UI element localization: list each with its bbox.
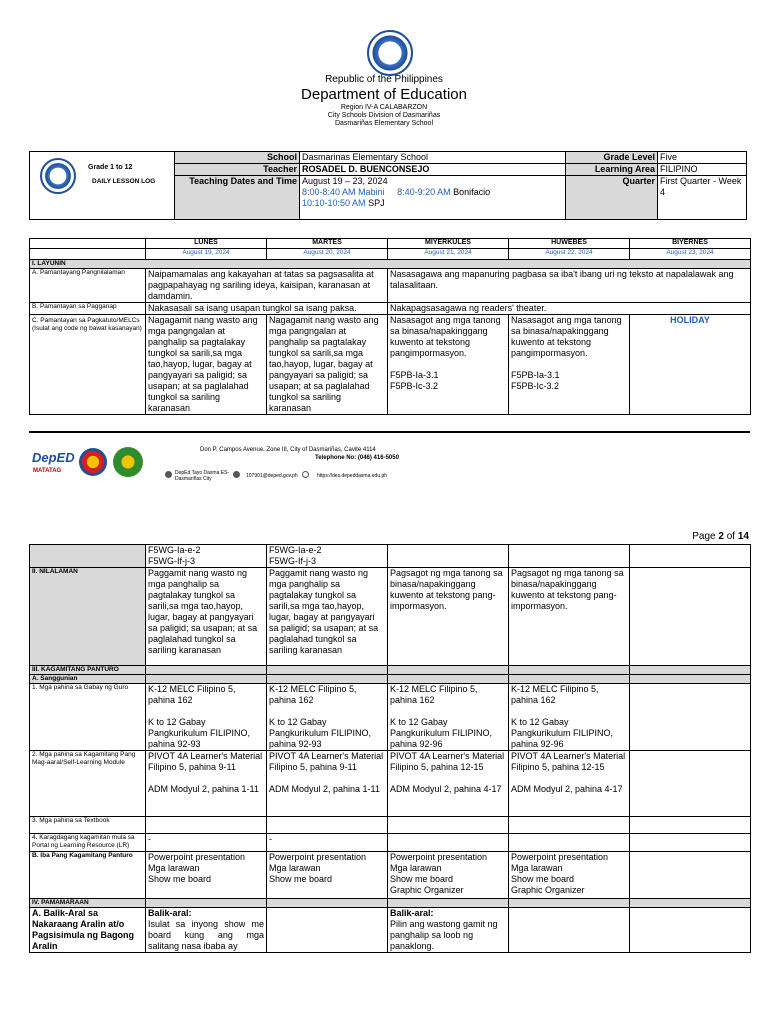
r2-wed: PIVOT 4A Learner's Material Filipino 5, pahina 12-15 ADM Modyul 2, pahina 4-17	[388, 751, 509, 817]
nil-tue: Paggamit nang wasto ng mga panghalip sa pagtalakay tungkol sa sarili,sa mga tao,hayop, lugar, bagay at pangyayari sa paligid; sa usapan; at sa paglalahad tungkol sa sariling karanasan	[267, 568, 388, 666]
corner-cell	[30, 239, 146, 249]
time-2: 8:40-9:20 AM	[397, 187, 451, 197]
codes-label-cell	[30, 545, 146, 568]
r1-fri	[630, 684, 751, 751]
page-of: of	[726, 531, 736, 542]
learning-area-label: Learning Area	[566, 164, 658, 176]
row-b-right: Nakapagsasagawa ng readers' theater.	[388, 303, 751, 315]
footer-website[interactable]: https://des.depeddasma.edu.ph	[317, 473, 388, 479]
section-2: Bonifacio	[453, 187, 491, 197]
ba-thu	[509, 908, 630, 953]
date-tue: August 20, 2024	[267, 249, 388, 260]
lesson-table-page1	[29, 238, 751, 415]
row-b-left: Nakasasali sa isang usapan tungkol sa isang paksa.	[146, 303, 388, 315]
date-thu: August 22, 2024	[509, 249, 630, 260]
school-value: Dasmarinas Elementary School	[300, 152, 566, 164]
r1-mon: K-12 MELC Filipino 5, pahina 162 K to 12 Gabay Pangkurikulum FILIPINO, pahina 92-93	[146, 684, 267, 751]
pamamaraan-label: IV. PAMAMARAAN	[30, 899, 146, 908]
row-c-thu	[509, 315, 630, 415]
c-thu-text: Nasasagot ang mga tanong sa binasa/napakinggang kuwento at tekstong pangimpormasyon.	[511, 315, 622, 358]
time-3: 10:10-10:50 AM	[302, 198, 366, 208]
r2-fri	[630, 751, 751, 817]
facebook-icon	[165, 471, 172, 478]
day-fri: BIYERNES	[630, 239, 751, 249]
codes-wed	[388, 545, 509, 568]
c-thu-codes: F5PB-Ia-3.1 F5PB-Ic-3.2	[511, 370, 560, 391]
row-b-label: B. Pamantayan sa Pagganap	[30, 303, 146, 315]
day-tue: MARTES	[267, 239, 388, 249]
r2-tue: PIVOT 4A Learner's Material Filipino 5, pahina 9-11 ADM Modyul 2, pahina 1-11	[267, 751, 388, 817]
time-1: 8:00-8:40 AM	[302, 187, 356, 197]
rb-tue: Powerpoint presentation Mga larawan Show me board	[267, 852, 388, 899]
schedule-line-2	[302, 198, 563, 209]
sanggunian-label: A. Sanggunian	[30, 675, 146, 684]
rb-thu: Powerpoint presentation Mga larawan Show me board Graphic Organizer	[509, 852, 630, 899]
rb-label: B. Iba Pang Kagamitang Panturo	[30, 852, 146, 899]
day-mon: LUNES	[146, 239, 267, 249]
footer-email[interactable]: 107901@deped.gov.ph	[246, 473, 298, 479]
row-a-label: A. Pamantayang Pangnilalaman	[30, 269, 146, 303]
nilalaman-label: II. NILALAMAN	[30, 568, 146, 666]
teacher-label: Teacher	[175, 164, 300, 176]
codes-tue: F5WG-Ia-e-2 F5WG-If-j-3	[267, 545, 388, 568]
dates-cell	[300, 176, 566, 220]
r1-wed: K-12 MELC Filipino 5, pahina 162 K to 12 Gabay Pangkurikulum FILIPINO, pahina 92-96	[388, 684, 509, 751]
school-logo-icon	[113, 447, 143, 477]
info-logo-cell	[30, 152, 175, 220]
footer-address: Don P. Campos Avenue, Zone III, City of Dasmariñas, Cavite 4114	[200, 447, 376, 453]
rb-wed: Powerpoint presentation Mga larawan Show me board Graphic Organizer	[388, 852, 509, 899]
codes-fri	[630, 545, 751, 568]
lesson-table-page2	[29, 544, 751, 953]
department-title: Department of Education	[301, 86, 467, 103]
footer-divider	[29, 431, 750, 433]
globe-icon	[302, 471, 309, 478]
deped-seal-icon	[367, 30, 413, 76]
r1-thu: K-12 MELC Filipino 5, pahina 162 K to 12 Gabay Pangkurikulum FILIPINO, pahina 92-96	[509, 684, 630, 751]
r2-thu: PIVOT 4A Learner's Material Filipino 5, pahina 12-15 ADM Modyul 2, pahina 4-17	[509, 751, 630, 817]
grade-range: Grade 1 to 12	[88, 164, 133, 171]
bagong-pilipinas-logo-icon	[79, 448, 107, 476]
r4-mon: -	[146, 834, 267, 852]
row-c-fri-holiday: HOLIDAY	[630, 315, 751, 415]
row-c-label: C. Pamantayan sa Pagkatuto/MELCs (Isulat ang code ng bawat kasanayan)	[30, 315, 146, 415]
log-title: DAILY LESSON LOG	[92, 178, 156, 185]
date-wed: August 21, 2024	[388, 249, 509, 260]
deped-logo: DepED	[32, 450, 75, 465]
nil-thu: Pagsagot ng mga tanong sa binasa/napakinggang kuwento at tekstong pang-impormasyon.	[509, 568, 630, 666]
row-a-right: Nasasagawa ang mapanuring pagbasa sa iba't ibang uri ng teksto at napalalawak ang talasalitaan.	[388, 269, 751, 303]
schedule-line-1	[302, 187, 563, 198]
page-current: 2	[718, 531, 724, 542]
day-thu: HUWEBES	[509, 239, 630, 249]
footer-facebook: DepEd Tayo Dasma ES-Dasmariñas City	[175, 470, 230, 482]
c-wed-text: Nasasagot ang mga tanong sa binasa/napakinggang kuwento at tekstong pangimpormasyon.	[390, 315, 501, 358]
ba-tue	[267, 908, 388, 953]
quarter-value: First Quarter - Week 4	[658, 176, 747, 220]
grade-level-value: Five	[658, 152, 747, 164]
page-number	[692, 531, 749, 542]
page-total: 14	[737, 531, 749, 542]
teacher-value: ROSADEL D. BUENCONSEJO	[300, 164, 566, 176]
date-mon: August 19, 2024	[146, 249, 267, 260]
dates-label: Teaching Dates and Time	[175, 176, 300, 220]
section-layunin: I. LAYUNIN	[30, 260, 751, 269]
school-text: Dasmariñas Elementary School	[334, 120, 434, 127]
date-corner-cell	[30, 249, 146, 260]
kagamitan-label: III. KAGAMITANG PANTURO	[30, 666, 146, 675]
email-icon	[233, 471, 240, 478]
grade-level-label: Grade Level	[566, 152, 658, 164]
dates-value: August 19 – 23, 2024	[302, 176, 388, 186]
section-3: SPJ	[368, 198, 385, 208]
row-c-wed	[388, 315, 509, 415]
r1-label: 1. Mga pahina sa Gabay ng Guro	[30, 684, 146, 751]
school-label: School	[175, 152, 300, 164]
ba-mon	[146, 908, 267, 953]
r3-label: 3. Mga pahina sa Textbook	[30, 817, 146, 834]
date-fri: August 23, 2024	[630, 249, 751, 260]
ba-wed	[388, 908, 509, 953]
codes-thu	[509, 545, 630, 568]
nil-mon: Paggamit nang wasto ng mga panghalip sa pagtalakay tungkol sa sarili,sa mga tao,hayop, lugar, bagay at pangyayari sa paligid; sa usapan; at sa paglalahad tungkol sa sariling karanasan	[146, 568, 267, 666]
matatag-logo: MATATAG	[33, 468, 62, 474]
row-a-left: Naipamamalas ang kakayahan at tatas sa pagsasalita at pagpapahayag ng sariling ideya, kaisipan, karanasan at damdamin.	[146, 269, 388, 303]
learning-area-value: FILIPINO	[658, 164, 747, 176]
quarter-label: Quarter	[566, 176, 658, 220]
c-wed-codes: F5PB-Ia-3.1 F5PB-Ic-3.2	[390, 370, 439, 391]
rb-mon: Powerpoint presentation Mga larawan Show me board	[146, 852, 267, 899]
republic-text: Republic of the Philippines	[325, 74, 443, 85]
ba-wed-head: Balik-aral:	[390, 908, 434, 918]
row-c-tue: Nagagamit nang wasto ang mga pangngalan at panghalip sa pagtalakay tungkol sa sarili,sa mga tao,hayop, lugar, bagay at pangyayari sa paligid; sa usapan; at sa paglalahad tungkol sa sariling karanasan	[267, 315, 388, 415]
r4-tue: -	[267, 834, 388, 852]
region-text: Region IV-A CALABARZON	[340, 104, 428, 111]
page-label: Page	[692, 531, 716, 542]
ba-wed-text: Pilin ang wastong gamit ng panghalip sa loob ng panaklong.	[390, 919, 498, 951]
info-table	[29, 151, 747, 220]
nil-wed: Pagsagot ng mga tanong sa binasa/napakinggang kuwento at tekstong pang-impormasyon.	[388, 568, 509, 666]
r2-mon: PIVOT 4A Learner's Material Filipino 5, pahina 9-11 ADM Modyul 2, pahina 1-11	[146, 751, 267, 817]
ba-mon-head: Balik-aral:	[148, 908, 192, 918]
row-c-mon: Nagagamit nang wasto ang mga pangngalan at panghalip sa pagtalakay tungkol sa sarili,sa mga tao,hayop, lugar, bagay at pangyayari sa paligid; sa usapan; at sa paglalahad tungkol sa sariling karanasan	[146, 315, 267, 415]
footer-telephone: Telephone No: (046) 416-5050	[315, 455, 399, 461]
section-1: Mabini	[358, 187, 385, 197]
ba-mon-text: Isulat sa inyong show me board kung ang mga salitang nasa ibaba ay	[148, 919, 264, 951]
r2-label: 2. Mga pahina sa Kagamitang Pang Mag-aaral/Self-Learning Module	[30, 751, 146, 817]
division-text: City Schools Division of Dasmariñas	[327, 112, 441, 119]
ba-fri	[630, 908, 751, 953]
ba-label: A. Balik-Aral sa Nakaraang Aralin at/o Pagsisimula ng Bagong Aralin	[30, 908, 146, 953]
deped-seal-small-icon	[40, 158, 76, 194]
rb-fri	[630, 852, 751, 899]
r4-label: 4. Karagdagang kagamitan mula sa Portal ng Learning Resource (LR)	[30, 834, 146, 852]
day-wed: MIYERKULES	[388, 239, 509, 249]
r1-tue: K-12 MELC Filipino 5, pahina 162 K to 12 Gabay Pangkurikulum FILIPINO, pahina 92-93	[267, 684, 388, 751]
codes-mon: F5WG-Ia-e-2 F5WG-If-j-3	[146, 545, 267, 568]
nil-fri	[630, 568, 751, 666]
